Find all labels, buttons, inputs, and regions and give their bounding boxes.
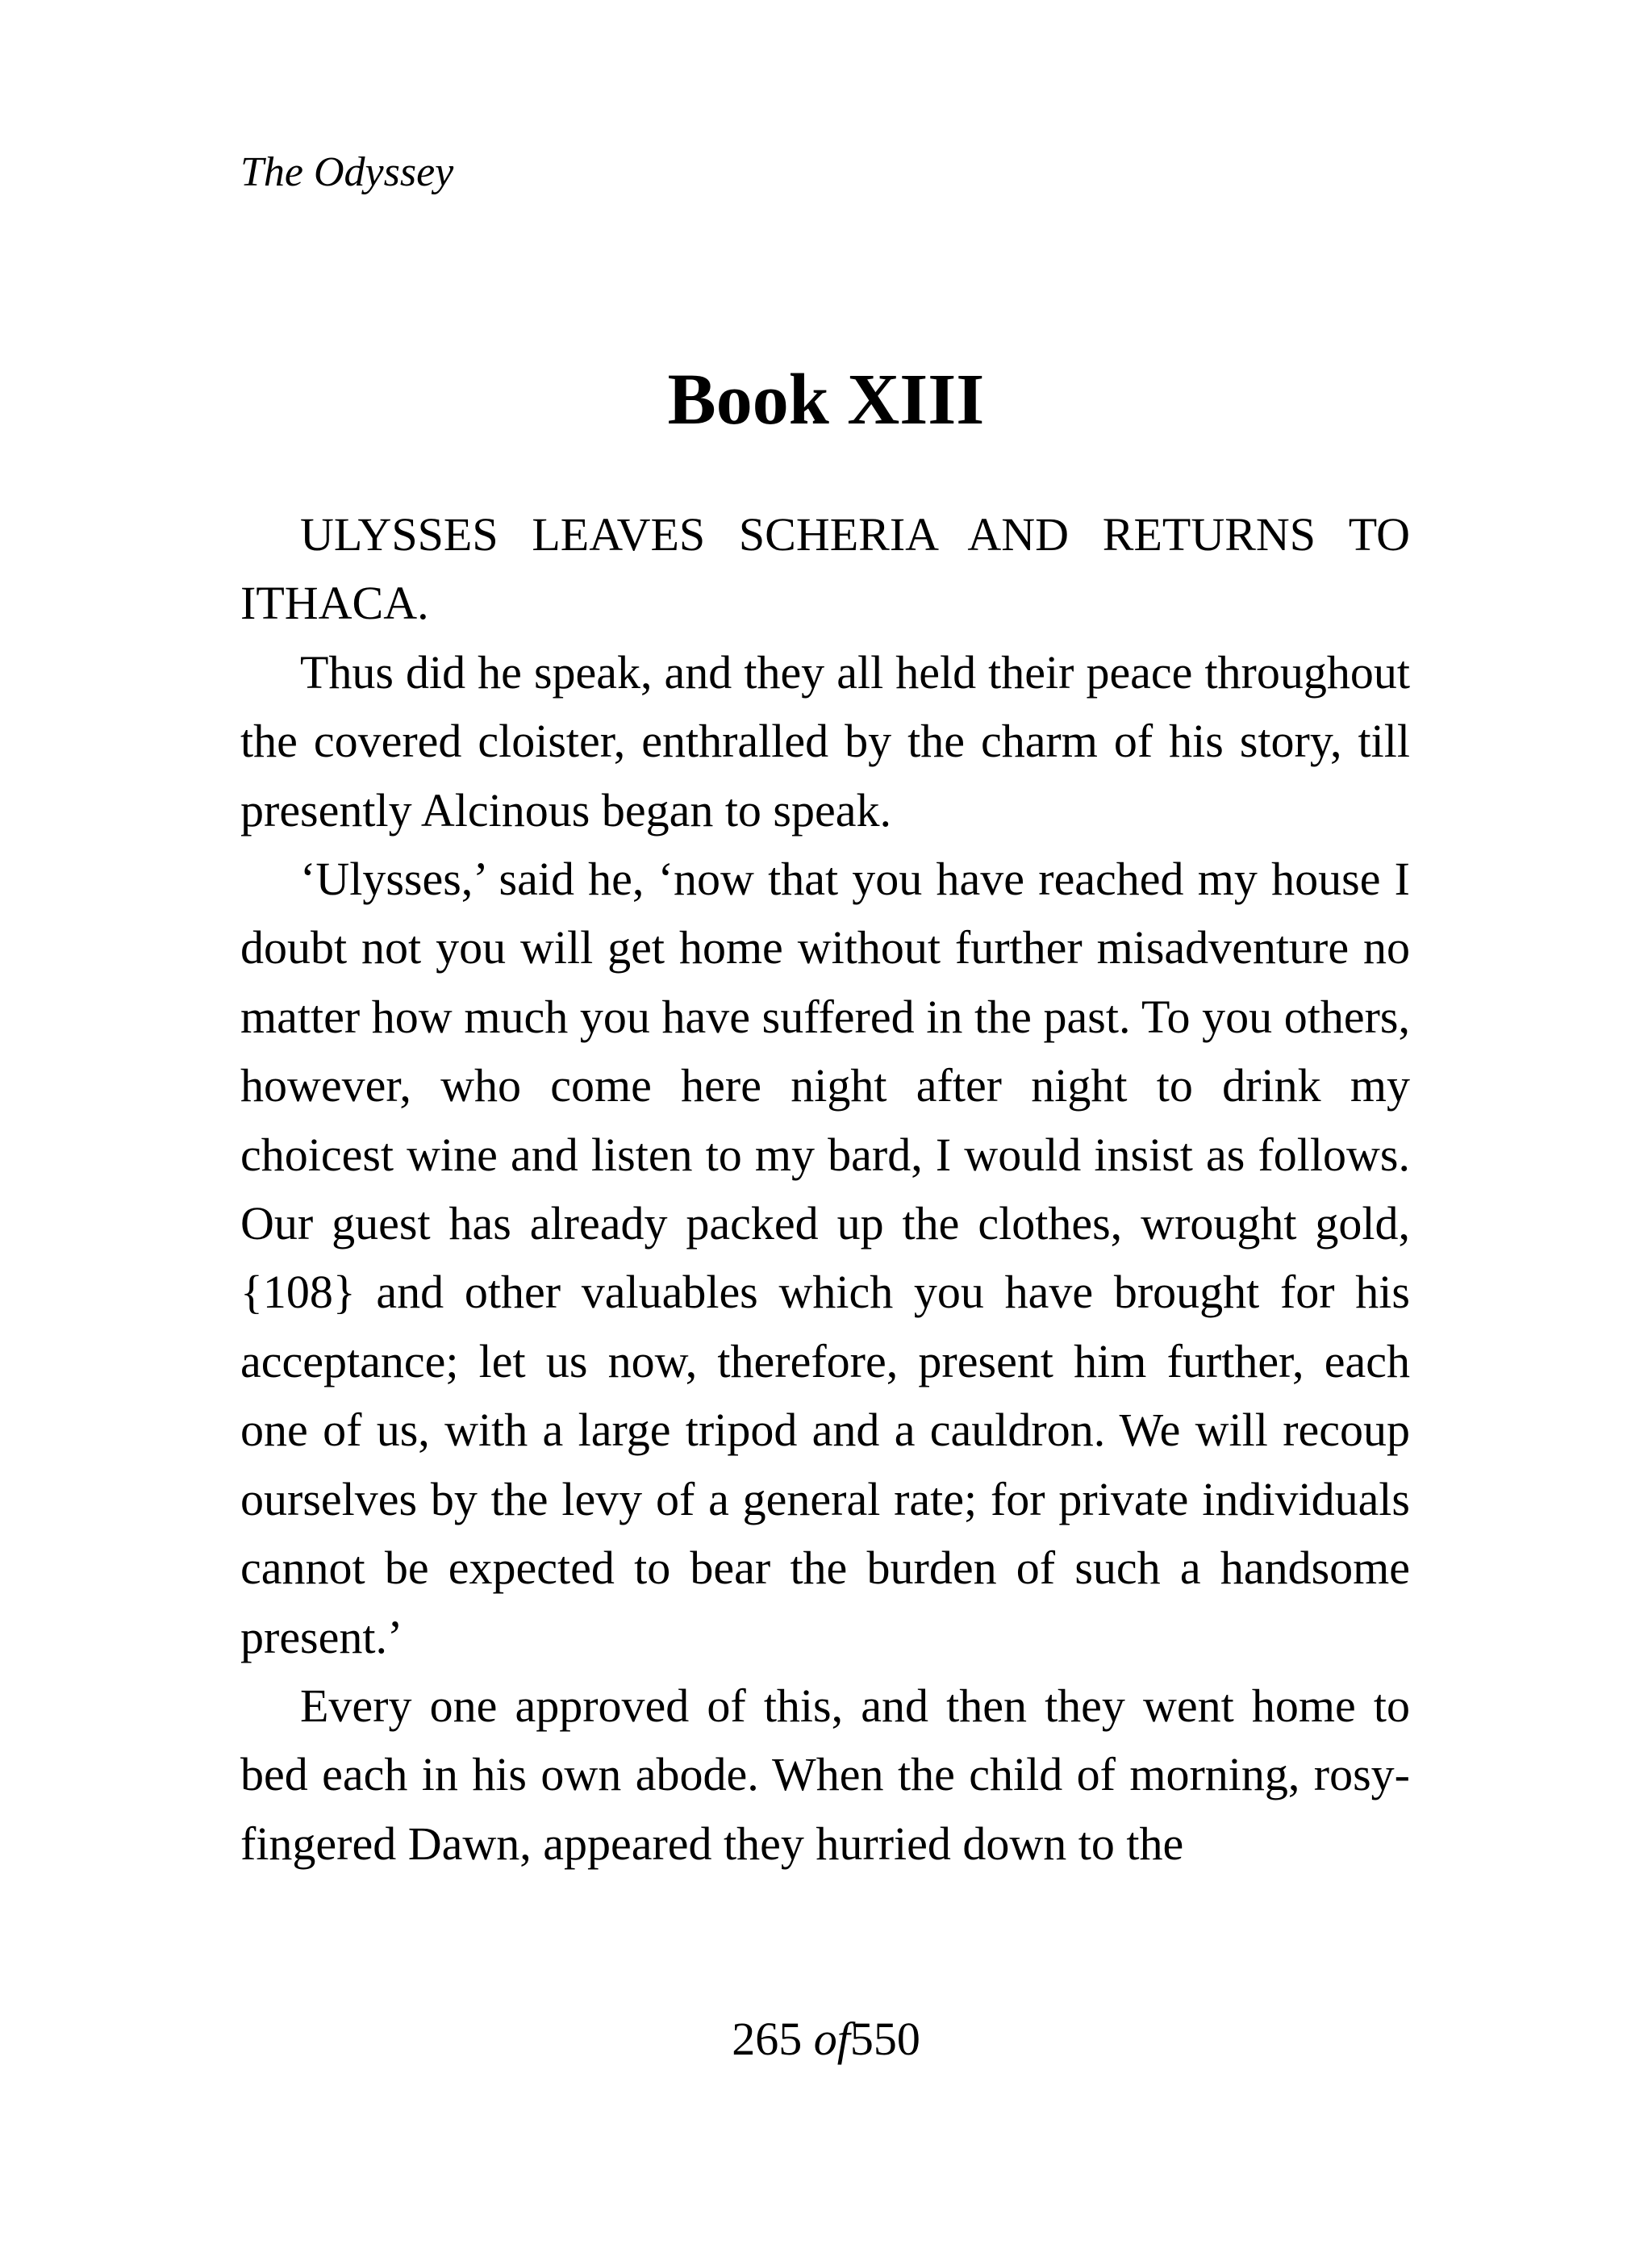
chapter-title: Book XIII (667, 360, 985, 440)
chapter-summary-paragraph: ULYSSES LEAVES SCHERIA AND RETURNS TO ITHACA. (240, 508, 1410, 630)
page-number (0, 2011, 1652, 2067)
current-page-number: 265 (732, 2013, 803, 2065)
body-text (240, 500, 1410, 1878)
body-paragraph: Every one approved of this, and then they went home to bed each in his own abode. When the child of morning, rosy-fingered Dawn, appeared they hurried down to the (240, 1679, 1410, 1870)
running-head: The Odyssey (240, 149, 454, 195)
page-of-label: of (813, 2013, 850, 2065)
total-pages-number: 550 (849, 2013, 920, 2065)
body-paragraph: Thus did he speak, and they all held their peace throughout the covered cloister, enthralled by the charm of his story, till presently Alcinous began to speak. (240, 645, 1410, 837)
body-paragraph: ‘Ulysses,’ said he, ‘now that you have reached my house I doubt not you will get home without further misadventure no matter how much you have suffered in the past. To you others, however, who come here night after night to drink my choicest wine and listen to my bard, I would insist as follows. Our guest has already packed up the clothes, wrought gold, {108} and other valuables which you have brought for his acceptance; let us now, therefore, present him further, each one of us, with a large tripod and a cauldron. We will recoup ourselves by the levy of a general rate; for private individuals cannot be expected to bear the burden of such a handsome present.’ (240, 853, 1410, 1663)
